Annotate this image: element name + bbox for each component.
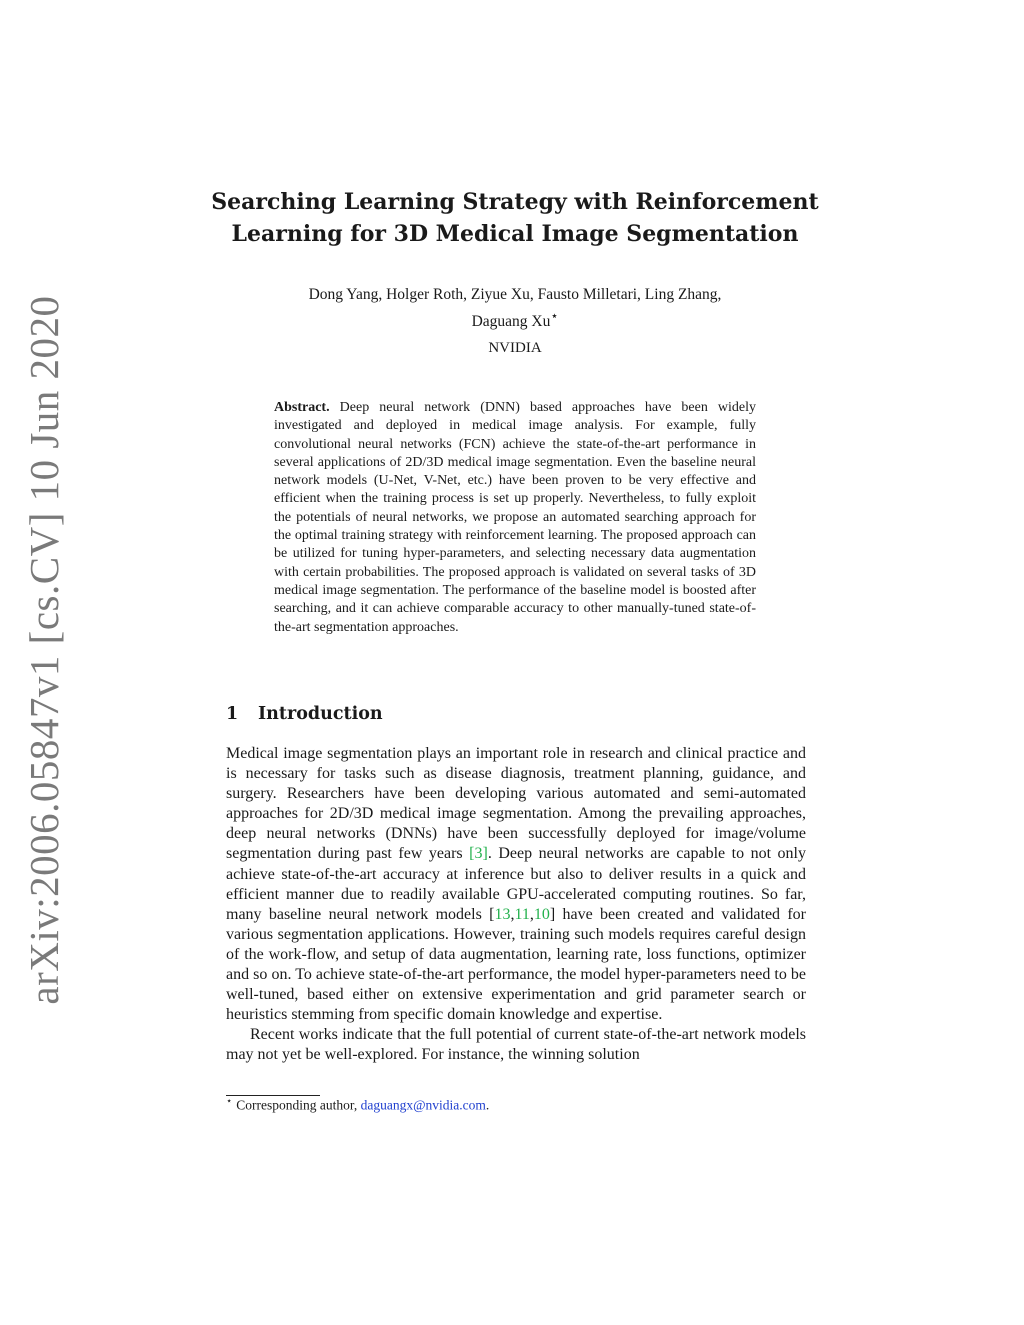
citation-13[interactable]: 13	[494, 905, 511, 923]
title-line-1: Searching Learning Strategy with Reinforcement	[211, 189, 819, 215]
title-line-2: Learning for 3D Medical Image Segmentation	[231, 221, 799, 247]
footnote	[226, 1096, 489, 1114]
footnote-mark: ⋆	[226, 1096, 233, 1107]
arxiv-identifier-text: arXiv:2006.05847v1 [cs.CV] 10 Jun 2020	[21, 295, 67, 1005]
section-heading-introduction	[226, 704, 383, 724]
citation-open-bracket: [	[489, 905, 495, 923]
section-title: Introduction	[258, 704, 383, 724]
affiliation: NVIDIA	[488, 340, 542, 356]
citation-close-bracket: ]	[549, 905, 556, 923]
paper-title	[200, 186, 830, 250]
abstract-label: Abstract.	[274, 400, 330, 415]
citation-11[interactable]: 11	[514, 905, 530, 923]
footnote-text: Corresponding author,	[236, 1097, 358, 1113]
citation-3[interactable]: [3]	[469, 845, 488, 863]
paragraph-1-part-3: have been created and validated for various segmentation applications. However, training such models requires careful design of the work-flow, and setup of data augmentation, learning rate, loss functions, optimizer and so on. To achieve state-of-the-art performance, the model hyper-parameters need to be well-tuned, based either on extensive experimentation and grid parameter search or heuristics stemming from specific domain knowledge and expertise.	[226, 905, 807, 1024]
paragraph-1-part-2: . Deep neural networks are capable to not only achieve state-of-the-art accuracy at inference but also to deliver results in a quick and efficient manner due to readily available GPU-accelerated computing routines. So far, many baseline neural network models	[226, 845, 806, 923]
paragraph-1	[226, 744, 806, 1025]
authors-line-1: Dong Yang, Holger Roth, Ziyue Xu, Fausto Milletari, Ling Zhang,	[308, 286, 722, 303]
citation-separator: ,	[510, 905, 515, 923]
author-list	[220, 284, 810, 332]
footnote-period: .	[485, 1097, 490, 1113]
citation-separator: ,	[529, 905, 534, 923]
corresponding-author-mark: ⋆	[550, 308, 559, 323]
paragraph-1-part-1: Medical image segmentation plays an important role in research and clinical practice and is necessary for tasks such as disease diagnosis, treatment planning, guidance, and surgery. Researchers have been developing various automated and semi-automated approaches for 2D/3D medical image segmentation. Among the prevailing approaches, deep neural networks (DNNs) have been successfully deployed for image/volume segmentation during past few years	[226, 745, 806, 863]
section-number: 1	[226, 704, 239, 724]
citation-10[interactable]: 10	[533, 905, 550, 923]
abstract	[274, 399, 756, 637]
email-link[interactable]: daguangx@nvidia.com	[360, 1097, 486, 1113]
abstract-text: Deep neural network (DNN) based approaches have been widely investigated and deployed in medical image analysis. For example, fully convolutional neural networks (FCN) achieve the state-of-the-art performance in several applications of 2D/3D medical image segmentation. Even the baseline neural network models (U-Net, V-Net, etc.) have been proven to be very effective and efficient when the training process is set up properly. Nevertheless, to fully exploit the potentials of neural networks, we propose an automated searching approach for the optimal training strategy with reinforcement learning. The proposed approach can be utilized for tuning hyper-parameters, and selecting necessary data augmentation with certain probabilities. The proposed approach is validated on several tasks of 3D medical image segmentation. The performance of the baseline model is boosted after searching, and it can achieve comparable accuracy to other manually-tuned state-of-the-art segmentation approaches.	[274, 400, 756, 635]
paragraph-2: Recent works indicate that the full potential of current state-of-the-art network models may not yet be well-explored. For instance, the winning solution	[226, 1026, 806, 1064]
introduction-body	[226, 744, 806, 1066]
authors-line-2: Daguang Xu	[471, 313, 551, 331]
